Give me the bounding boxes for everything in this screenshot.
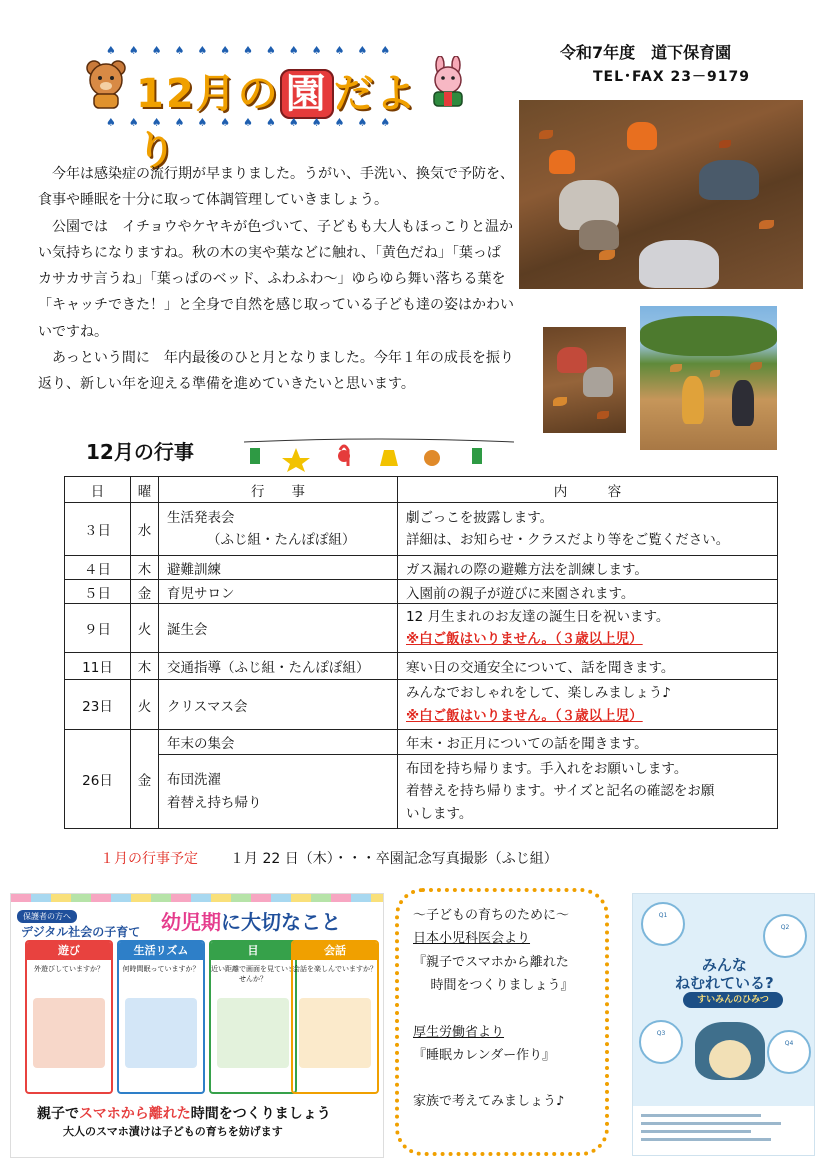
photo-children-throwing-leaves bbox=[640, 306, 777, 450]
tel-fax: TEL･FAX 23－9179 bbox=[593, 69, 750, 85]
dot-border-bottom: ♠♠♠♠♠♠♠♠♠♠♠♠♠ bbox=[106, 116, 404, 129]
poster-column-rhythm: 生活リズム 何時間眠っていますか？ bbox=[117, 940, 205, 1094]
title-banner bbox=[78, 44, 458, 174]
next-month-label: １月の行事予定 bbox=[100, 851, 198, 867]
header-day: 日 bbox=[65, 477, 131, 503]
photo-child-in-leaves bbox=[543, 327, 626, 433]
photo-children-leaves bbox=[519, 100, 803, 289]
events-table bbox=[64, 476, 778, 829]
newsletter-title: 12月の 園 だより bbox=[136, 71, 418, 174]
nursery-name: 令和7年度 道下保育園 bbox=[560, 43, 732, 62]
table-row: 23日 火 クリスマス会 みんなでおしゃれをして、楽しみましょう♪ ※白ご飯はいりません。（３歳以上児） bbox=[65, 680, 778, 730]
table-row: ３日 水 生活発表会 （ふじ組・たんぽぽ組） 劇ごっこを披露します。 詳細は、お知らせ・クラスだより等をご覧ください。 bbox=[65, 503, 778, 556]
table-row: 布団洗濯 着替え持ち帰り 布団を持ち帰ります。手入れをお願いします。 着替えを持ち帰ります。サイズと記名の確認をお願 いします。 bbox=[65, 755, 778, 829]
table-row: ４日 木 避難訓練 ガス漏れの際の避難方法を訓練します。 bbox=[65, 556, 778, 580]
table-row: ５日 金 育児サロン 入園前の親子が遊びに来園されます。 bbox=[65, 580, 778, 604]
table-row: 26日 金 年末の集会 年末・お正月についての話を聞きます。 bbox=[65, 730, 778, 755]
intro-paragraph: 公園では イチョウやケヤキが色づいて、子どもも大人もほっこりと温かい気持ちになりますね。秋の木の実や葉などに触れ、「黄色だね」「葉っぱ カサカサ言うね」「葉っぱのベッド、ふわふわ～」ゆらゆら舞い落ちる葉を「キャッチできた！」と全身で自然を感じ取っている子ども達の姿はかわいいですね。 bbox=[38, 218, 515, 340]
next-month-text: １月 22 日（木）・・・卒園記念写真撮影（ふじ組） bbox=[230, 851, 558, 867]
intro-text bbox=[38, 161, 518, 398]
rabbit-mascot-icon bbox=[426, 56, 470, 108]
poster-sleep: Q1 Q2 みんな ねむれている? すいみんのひみつ Q3 Q4 bbox=[632, 893, 815, 1156]
intro-paragraph: あっという間に 年内最後のひと月となりました。今年１年の成長を振り返り、新しい年を迎える準備を進めていきたいと思います。 bbox=[38, 350, 514, 393]
header-detail: 内 容 bbox=[398, 477, 778, 503]
table-row: ９日 火 誕生会 12 月生まれのお友達の誕生日を祝います。 ※白ご飯はいりません。（３歳以上児） bbox=[65, 604, 778, 653]
dot-border-top: ♠♠♠♠♠♠♠♠♠♠♠♠♠ bbox=[106, 44, 404, 57]
events-heading: 12月の行事 bbox=[86, 440, 194, 464]
christmas-garland-icon bbox=[244, 436, 514, 472]
table-header-row bbox=[65, 477, 778, 503]
header-event: 行 事 bbox=[159, 477, 398, 503]
table-row: 11日 木 交通指導（ふじ組・たんぽぽ組） 寒い日の交通安全について、話を聞きます。 bbox=[65, 653, 778, 680]
next-month-schedule bbox=[100, 848, 558, 868]
poster-column-play: 遊び 外遊びしていますか？ bbox=[25, 940, 113, 1094]
header-dow: 曜 bbox=[131, 477, 159, 503]
bear-mascot-icon bbox=[84, 58, 128, 110]
poster-digital-parenting: 保護者の方へ デジタル社会の子育て 幼児期に大切なこと 遊び 外遊びしていますか？ 生活リズム 何時間眠っていますか？ 目 近い距離で画面を見ていませんか？ 会話 会話を楽しんでいますか？ 親子でスマホから離れた時間をつくりましょう 大人のスマホ漬けは子どもの育ちを妨げます bbox=[10, 893, 384, 1158]
intro-paragraph: 今年は感染症の流行期が早まりました。うがい、手洗い、換気で予防を、食事や睡眠を十分に取って体調管理していきましょう。 bbox=[38, 166, 514, 209]
notice-box: ～子どもの育ちのために～ 日本小児科医会より 『親子でスマホから離れた 時間をつくりましょう』 厚生労働省より 『睡眠カレンダー作り』 家族で考えてみましょう♪ bbox=[395, 888, 609, 1156]
poster-column-eyes: 目 近い距離で画面を見ていませんか？ bbox=[209, 940, 297, 1094]
poster-column-talk: 会話 会話を楽しんでいますか？ bbox=[291, 940, 379, 1094]
